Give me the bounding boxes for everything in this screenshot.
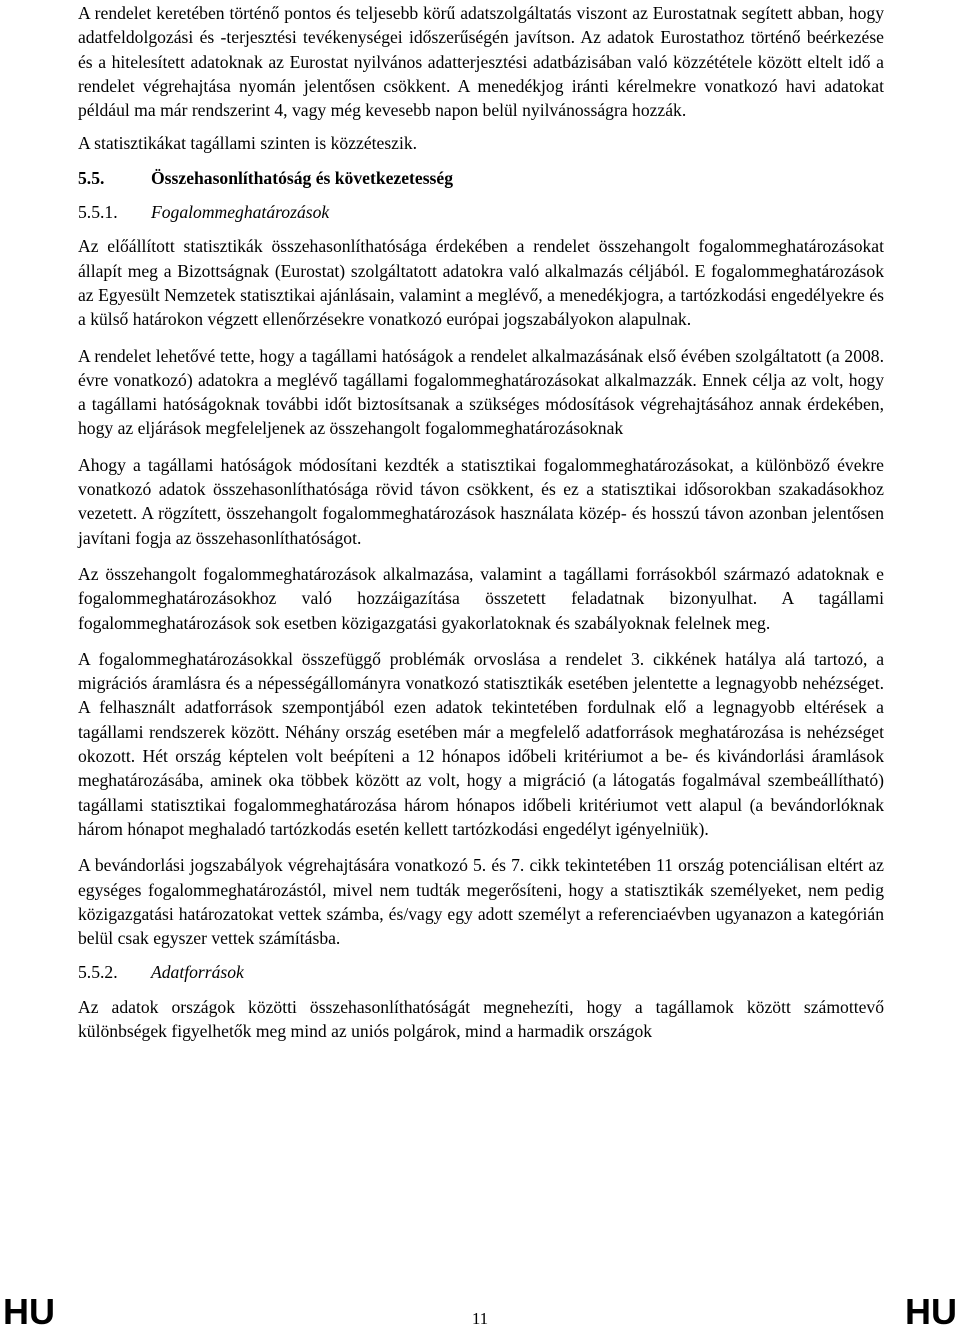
body-paragraph: A fogalommeghatározásokkal összefüggő problémák orvoslása a rendelet 3. cikkének hatálya alá tartozó, a migrációs áramlásra és a népességállományra vonatkozó statisztikák esetében jelentette a legnagyobb nehézséget. A felhasznált adatforrások szempontjából ezen adatok tekintetében fordulnak elő a legnagyobb eltérések a tagállami rendszerek között. Néhány ország esetében már a megfelelő adatforrások meghatározása is nehézséget okozott. Hét ország képtelen volt beépíteni a 12 hónapos időbeli kritériumot a be- és kivándorlási áramlások meghatározásába, aminek oka többek között az volt, hogy a migráció (a látogatás fogalmával szembeállítható) tagállami statisztikai fogalommeghatározása három hónapos időbeli kritériumot vett alapul (a bevándorlóknak három hónapot meghaladó tartózkodás esetén kellett tartózkodási engedélyt igényelniük). [78,648,884,839]
body-paragraph: Ahogy a tagállami hatóságok módosítani kezdték a statisztikai fogalommeghatározásokat, a különböző évekre vonatkozó adatok összehasonlíthatósága rövid távon csökkent, és ez a statisztikai idősorokban szakadásokhoz vezetett. A rögzített, összehangolt fogalommeghatározások használata közép- és hosszú távon azonban jelentősen javítani fogja az összehasonlíthatóságot. [78,454,884,548]
body-paragraph: A statisztikákat tagállami szinten is közzéteszik. [78,133,418,154]
body-paragraph: Az összehangolt fogalommeghatározások alkalmazása, valamint a tagállami forrásokból származó adatoknak e fogalommeghatározásokhoz való hozzáigazítása összetett feladatnak bizonyulhat. A tagállami fogalommeghatározások sok esetben közigazgatási gyakorlatoknak és szabályoknak felelnek meg. [78,563,884,633]
language-code-left: HU [3,1291,55,1332]
language-code-right: HU [905,1291,957,1332]
subsection-heading [78,960,884,984]
body-paragraph: A bevándorlási jogszabályok végrehajtására vonatkozó 5. és 7. cikk tekintetében 11 ország potenciálisan eltért az egységes fogalommeghatározástól, mivel nem tudták megerősíteni, hogy a statisztikák személyeket, nem pedig közigazgatási határozatokat vettek számba, és/vagy egy adott személyt a referenciaévben ugyanazon a kategórián belül csak egyszer vettek számításba. [78,855,884,949]
subsection-heading [78,200,884,224]
section-number: 5.5. [78,167,105,188]
subsection-title: Fogalommeghatározások [151,202,330,223]
body-paragraph: Az előállított statisztikák összehasonlíthatósága érdekében a rendelet összehangolt fogalommeghatározásokat állapít meg a Bizottságnak (Eurostat) szolgáltatott adatokra való alkalmazás céljából. E fogalommeghatározások az Egyesült Nemzetek statisztikai ajánlásain, valamint a meglévő, a menedékjogra, a tartózkodási engedélyekre és a külső határokon végzett ellenőrzésekre vonatkozó európai jogszabályokon alapulnak. [78,236,884,330]
subsection-number: 5.5.2. [78,962,118,983]
subsection-title: Adatforrások [151,962,244,983]
body-paragraph: A rendelet lehetővé tette, hogy a tagállami hatóságok a rendelet alkalmazásának első évében szolgáltatott (a 2008. évre vonatkozó) adatokra a meglévő tagállami fogalommeghatározásokat alkalmazzák. Ennek célja az volt, hogy a tagállami hatóságoknak további időt biztosítsanak a szükséges módosítások végrehajtásához annak érdekében, hogy az eljárások megfeleljenek az összehangolt fogalommeghatározásoknak [78,345,884,439]
body-paragraph: A rendelet keretében történő pontos és teljesebb körű adatszolgáltatás viszont az Eurostatnak segített abban, hogy adatfeldolgozási és -terjesztési tevékenységei időszerűségén javítson. Az adatok Eurostathoz történő beérkezése és a hitelesített adatoknak az Eurostat nyilvános adatterjesztési adatbázisában való közzététele között eltelt idő a rendelet végrehajtása nyomán jelentősen csökkent. A menedékjog iránti kérelmekre vonatkozó havi adatokat például ma már rendszerint 4, vagy még kevesebb napon belül nyilvánosságra hozzák. [78,3,884,121]
subsection-number: 5.5.1. [78,202,118,223]
section-heading [78,166,884,190]
section-title: Összehasonlíthatóság és következetesség [151,167,453,188]
document-page [78,0,884,1043]
body-paragraph: Az adatok országok közötti összehasonlíthatóságát megnehezíti, hogy a tagállamok között számottevő különbségek figyelhetők meg mind az uniós polgárok, mind a harmadik országok [78,996,884,1041]
page-number: 11 [471,1309,489,1328]
